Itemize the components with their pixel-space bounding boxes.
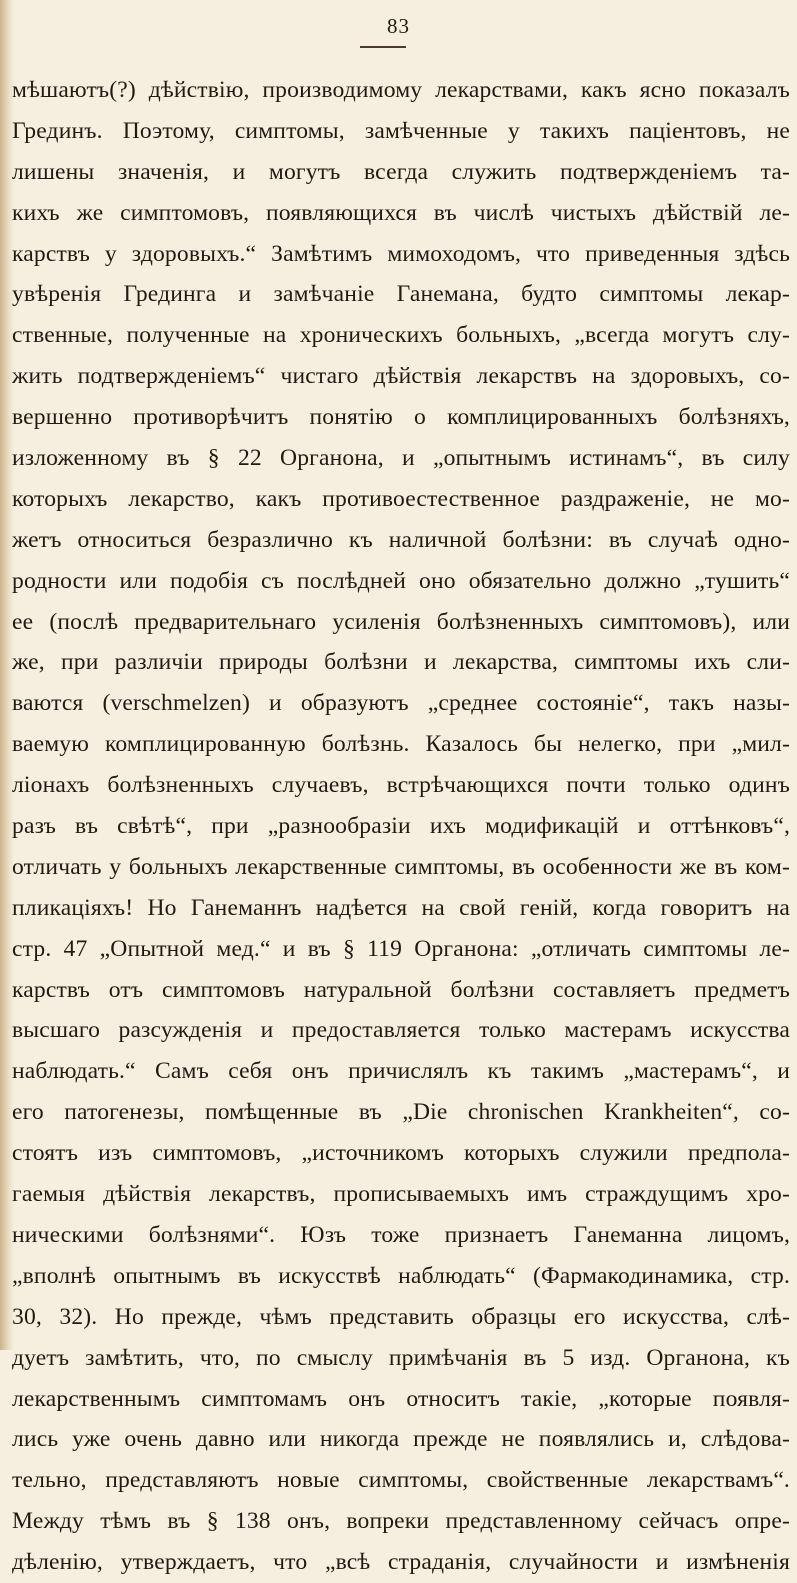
text-line: дуетъ замѣтить, что, по смыслу примѣчанія въ 5 изд. Органона, къ <box>12 1344 790 1371</box>
text-line: тельно, представляютъ новые симптомы, свойственные лекарствамъ“. <box>12 1467 790 1494</box>
text-line: лишены значенія, и могутъ всегда служить подтвержденіемъ та- <box>12 158 790 185</box>
text-line: ственные, полученные на хроническихъ больныхъ, „всегда могутъ слу- <box>12 322 790 349</box>
text-line: разъ въ свѣтѣ“, при „разнообразіи ихъ модификацій и оттѣнковъ“, <box>12 813 790 840</box>
text-line: увѣренія Грединга и замѣчаніе Ганемана, будто симптомы лекар- <box>12 281 790 308</box>
text-line: карствъ отъ симптомовъ натуральной болѣзни составляетъ предметъ <box>12 976 790 1003</box>
page-number-rule <box>360 46 406 48</box>
text-line: ваемую комплицированную болѣзнь. Казалось бы нелегко, при „мил- <box>12 731 790 758</box>
text-line: ваются (verschmelzen) и образуютъ „среднее состояніе“, такъ назы- <box>12 690 790 717</box>
text-line: Между тѣмъ въ § 138 онъ, вопреки представленному сейчасъ опре- <box>12 1508 790 1535</box>
text-line: мѣшаютъ(?) дѣйствію, производимому лекарствами, какъ ясно показалъ <box>12 77 790 103</box>
text-line: Грединъ. Поэтому, симптомы, замѣченные у такихъ паціентовъ, не <box>12 117 790 144</box>
page-number: 83 <box>387 14 410 38</box>
body-text <box>12 70 790 1583</box>
text-line: дѣленію, утверждаетъ, что „всѣ страданія, случайности и измѣненія <box>12 1549 790 1576</box>
text-line: изложенному въ § 22 Органона, и „опытнымъ истинамъ“, въ силу <box>12 445 790 472</box>
text-line: гаемыя дѣйствія лекарствъ, прописываемыхъ имъ страждущимъ хро- <box>12 1181 790 1208</box>
text-line: жетъ относиться безразлично къ наличной болѣзни: въ случаѣ одно- <box>12 526 790 553</box>
text-line: кихъ же симптомовъ, появляющихся въ числѣ чистыхъ дѣйствій ле- <box>12 199 790 226</box>
text-line: же, при различіи природы болѣзни и лекарства, симптомы ихъ сли- <box>12 649 790 676</box>
text-line: его патогенезы, помѣщенные въ „Die chronischen Krankheiten“, со- <box>12 1099 790 1126</box>
text-line: лись уже очень давно или никогда прежде не появлялись и, слѣдова- <box>12 1426 790 1453</box>
text-line: жить подтвержденіемъ“ чистаго дѣйствія лекарствъ на здоровыхъ, со- <box>12 363 790 390</box>
text-line: пликаціяхъ! Но Ганеманнъ надѣется на свой геній, когда говоритъ на <box>12 894 790 921</box>
text-line: ліонахъ болѣзненныхъ случаевъ, встрѣчающихся почти только одинъ <box>12 772 790 799</box>
text-line: „вполнѣ опытнымъ въ искусствѣ наблюдать“ (Фармакодинамика, стр. <box>12 1262 790 1289</box>
text-line: отличать у больныхъ лекарственные симптомы, въ особенности же въ ком- <box>12 853 790 880</box>
text-line: высшаго разсужденія и предоставляется только мастерамъ искусства <box>12 1017 790 1044</box>
text-line: стр. 47 „Опытной мед.“ и въ § 119 Органона: „отличать симптомы ле- <box>12 935 790 962</box>
text-line: вершенно противорѣчитъ понятію о комплицированныхъ болѣзняхъ, <box>12 404 790 431</box>
text-line: 30, 32). Но прежде, чѣмъ представить образцы его искусства, слѣ- <box>12 1303 790 1330</box>
text-line: карствъ у здоровыхъ.“ Замѣтимъ мимоходомъ, что приведенныя здѣсь <box>12 240 790 267</box>
text-line: которыхъ лекарство, какъ противоестественное раздраженіе, не мо- <box>12 485 790 512</box>
text-line: ническими болѣзнями“. Юзъ тоже признаетъ Ганеманна лицомъ, <box>12 1221 790 1248</box>
text-line: стоятъ изъ симптомовъ, „источникомъ которыхъ служили предпола- <box>12 1140 790 1167</box>
text-line: ее (послѣ предварительнаго усиленія болѣзненныхъ симптомовъ), или <box>12 608 790 635</box>
text-line: лекарственнымъ симптомамъ онъ относитъ такіе, „которые появля- <box>12 1385 790 1412</box>
text-line: наблюдать.“ Самъ себя онъ причислялъ къ такимъ „мастерамъ“, и <box>12 1058 790 1085</box>
text-line: родности или подобія съ послѣдней оно обязательно должно „тушить“ <box>12 567 790 594</box>
